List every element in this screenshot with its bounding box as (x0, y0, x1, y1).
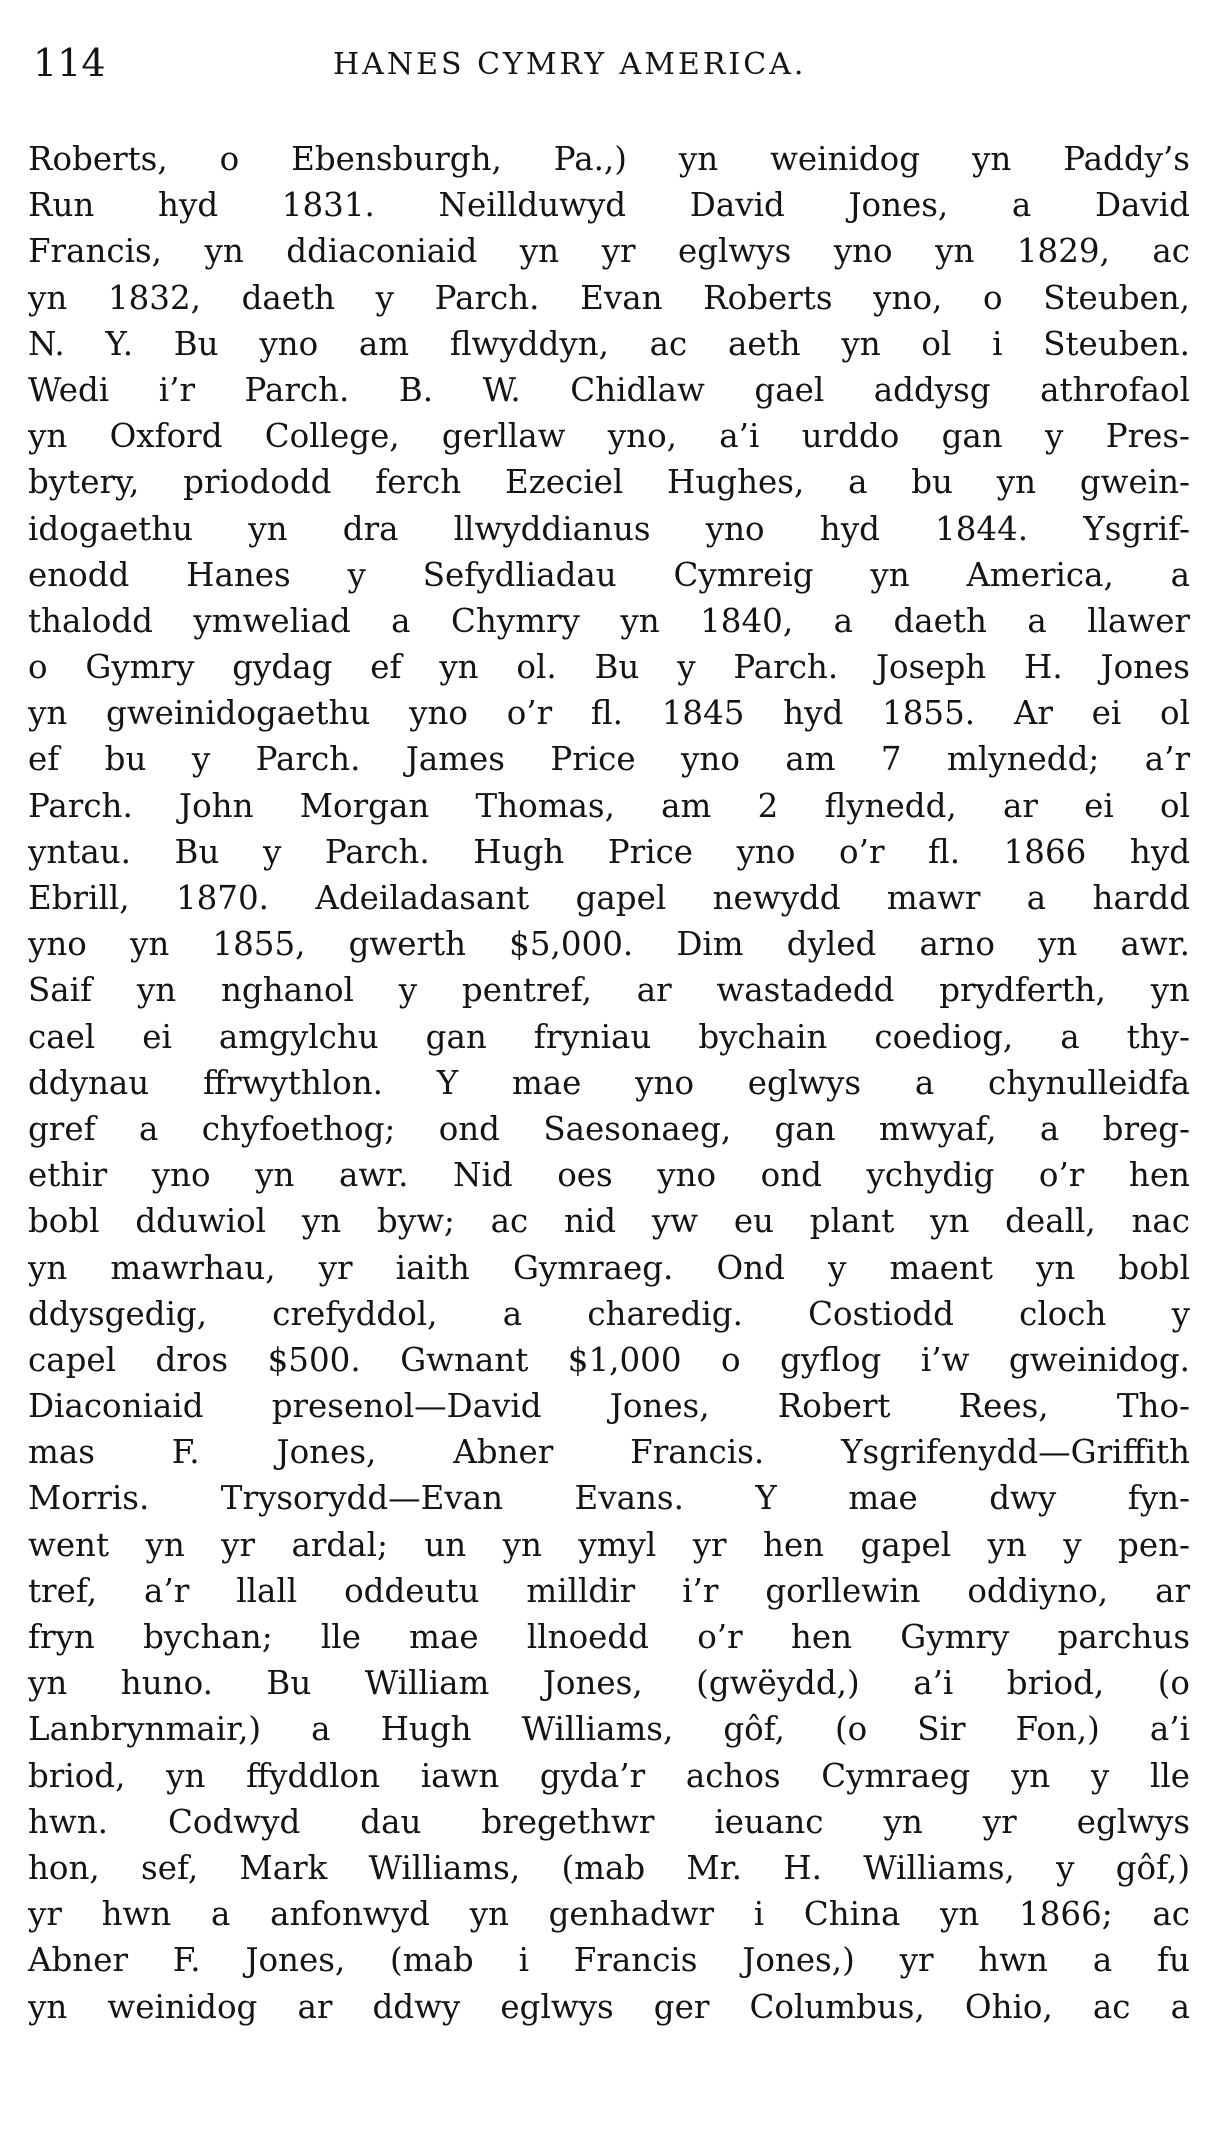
text-line: yn gweinidogaethu yno o’r fl. 1845 hyd 1855. Ar ei ol (28, 694, 1190, 733)
text-line: Wedi i’r Parch. B. W. Chidlaw gael addysg athrofaol (28, 370, 1190, 409)
text-line: thalodd ymweliad a Chymry yn 1840, a daeth a llawer (28, 601, 1190, 640)
text-line: ethir yno yn awr. Nid oes yno ond ychydig o’r hen (28, 1156, 1190, 1195)
text-line: mas F. Jones, Abner Francis. Ysgrifenydd—Griffith (28, 1433, 1190, 1472)
text-line: Roberts, o Ebensburgh, Pa.,) yn weinidog yn Paddy’s (28, 140, 1190, 178)
text-line: briod, yn ffyddlon iawn gyda’r achos Cymraeg yn y lle (28, 1756, 1190, 1795)
text-line: yn mawrhau, yr iaith Gymraeg. Ond y maent yn bobl (28, 1248, 1190, 1287)
text-line: went yn yr ardal; un yn ymyl yr hen gapel yn y pen- (28, 1525, 1190, 1564)
text-line: Abner F. Jones, (mab i Francis Jones,) yr hwn a fu (28, 1941, 1190, 1980)
text-line: Saif yn nghanol y pentref, ar wastadedd prydferth, yn (28, 971, 1190, 1010)
text-line: bobl dduwiol yn byw; ac nid yw eu plant yn deall, nac (28, 1202, 1190, 1241)
text-line: yn huno. Bu William Jones, (gwëydd,) a’i briod, (o (28, 1664, 1190, 1703)
text-line: o Gymry gydag ef yn ol. Bu y Parch. Joseph H. Jones (28, 648, 1190, 687)
text-line: ddynau ffrwythlon. Y mae yno eglwys a chynulleidfa (28, 1063, 1190, 1102)
text-line: yn weinidog ar ddwy eglwys ger Columbus, Ohio, ac a (28, 1987, 1190, 2026)
text-line: gref a chyfoethog; ond Saesonaeg, gan mwyaf, a breg- (28, 1109, 1190, 1148)
text-line: capel dros $500. Gwnant $1,000 o gyflog i’w gweinidog. (28, 1340, 1190, 1379)
text-line: Run hyd 1831. Neillduwyd David Jones, a David (28, 186, 1190, 225)
text-line: yr hwn a anfonwyd yn genhadwr i China yn 1866; ac (28, 1895, 1190, 1934)
body-text (28, 136, 1190, 2030)
text-line: idogaethu yn dra llwyddianus yno hyd 1844. Ysgrif- (28, 509, 1190, 548)
text-line: fryn bychan; lle mae llnoedd o’r hen Gymry parchus (28, 1618, 1190, 1656)
text-line: yn 1832, daeth y Parch. Evan Roberts yno, o Steuben, (28, 278, 1190, 317)
text-line: hon, sef, Mark Williams, (mab Mr. H. Williams, y gôf,) (28, 1848, 1190, 1887)
text-line: bytery, priododd ferch Ezeciel Hughes, a bu yn gwein- (28, 463, 1190, 502)
text-line: ddysgedig, crefyddol, a charedig. Costiodd cloch y (28, 1294, 1190, 1333)
running-title: HANES CYMRY AMERICA. (333, 47, 807, 82)
text-line: yno yn 1855, gwerth $5,000. Dim dyled arno yn awr. (28, 925, 1190, 964)
text-line: enodd Hanes y Sefydliadau Cymreig yn America, a (28, 555, 1190, 594)
text-line: hwn. Codwyd dau bregethwr ieuanc yn yr eglwys (28, 1802, 1190, 1841)
text-line: Ebrill, 1870. Adeiladasant gapel newydd mawr a hardd (28, 879, 1190, 917)
text-line: yn Oxford College, gerllaw yno, a’i urddo gan y Pres- (28, 417, 1190, 456)
running-head (33, 38, 1183, 88)
text-line: cael ei amgylchu gan fryniau bychain coediog, a thy- (28, 1017, 1190, 1056)
text-line: Diaconiaid presenol—David Jones, Robert Rees, Tho- (28, 1387, 1190, 1426)
text-line: Morris. Trysorydd—Evan Evans. Y mae dwy fyn- (28, 1479, 1190, 1518)
text-line: N. Y. Bu yno am flwyddyn, ac aeth yn ol i Steuben. (28, 324, 1190, 363)
text-line: Lanbrynmair,) a Hugh Williams, gôf, (o Sir Fon,) a’i (28, 1710, 1190, 1749)
text-line: Parch. John Morgan Thomas, am 2 flynedd, ar ei ol (28, 786, 1190, 825)
text-line: ef bu y Parch. James Price yno am 7 mlynedd; a’r (28, 740, 1190, 779)
text-line: Francis, yn ddiaconiaid yn yr eglwys yno yn 1829, ac (28, 232, 1190, 271)
text-line: yntau. Bu y Parch. Hugh Price yno o’r fl. 1866 hyd (28, 832, 1190, 871)
text-line: tref, a’r llall oddeutu milldir i’r gorllewin oddiyno, ar (28, 1571, 1190, 1610)
page-number: 114 (33, 41, 106, 85)
